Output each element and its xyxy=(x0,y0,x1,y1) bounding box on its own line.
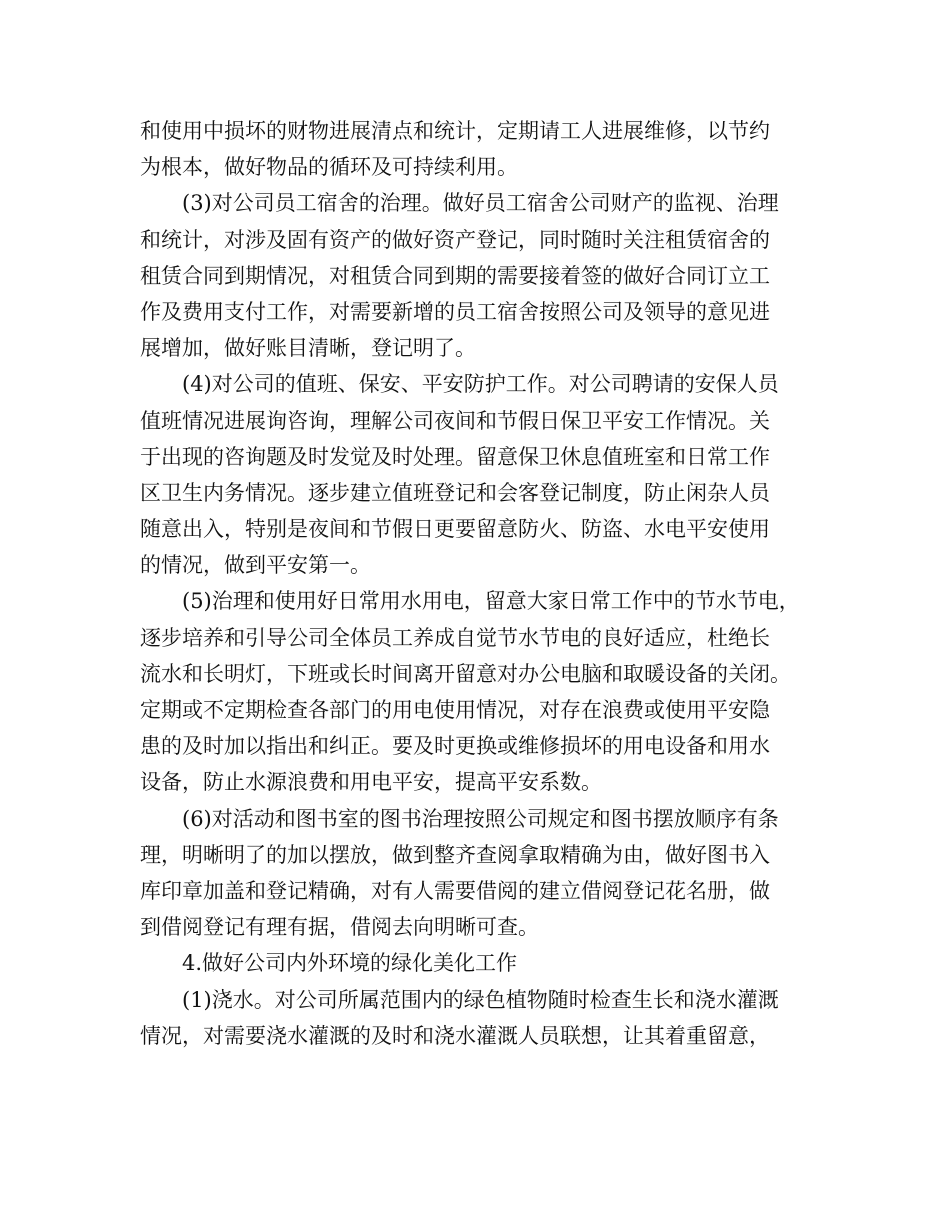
paragraph-subitem-1 xyxy=(140,982,820,1054)
paragraph-item-6 xyxy=(140,801,820,946)
text-line: 的情况，做到平安第一。 xyxy=(140,553,371,578)
text-line: (3)对公司员工宿舍的治理。做好员工宿舍公司财产的监视、治理 xyxy=(182,191,779,216)
text-line: 定期或不定期检查各部门的用电使用情况，对存在浪费或使用平安隐 xyxy=(140,698,770,722)
text-line: 4.做好公司内外环境的绿化美化工作 xyxy=(182,951,518,976)
paragraph-continuation xyxy=(140,113,820,185)
text-line: 和使用中损坏的财物进展清点和统计，定期请工人进展维修，以节约 xyxy=(140,119,770,143)
text-line: 展增加，做好账目清晰，登记明了。 xyxy=(140,336,476,361)
text-line: 情况，对需要浇水灌溉的及时和浇水灌溉人员联想，让其着重留意， xyxy=(140,1023,770,1048)
text-line: 作及费用支付工作，对需要新增的员工宿舍按照公司及领导的意见进 xyxy=(140,299,770,324)
text-line: 为根本，做好物品的循环及可持续利用。 xyxy=(140,155,518,180)
section-heading-4 xyxy=(140,945,820,981)
text-line: 随意出入，特别是夜间和节假日更要留意防火、防盗、水电平安使用 xyxy=(140,517,770,542)
text-line: 值班情况进展询咨询，理解公司夜间和节假日保卫平安工作情况。关 xyxy=(140,408,770,433)
document-body xyxy=(140,113,820,1054)
text-line: 理，明晰明了的加以摆放，做到整齐查阅拿取精确为由，做好图书入 xyxy=(140,842,770,867)
text-line: (4)对公司的值班、保安、平安防护工作。对公司聘请的安保人员 xyxy=(182,372,779,397)
text-line: 租赁合同到期情况，对租赁合同到期的需要接着签的做好合同订立工 xyxy=(140,263,770,288)
paragraph-item-3 xyxy=(140,185,820,366)
text-line: 流水和长明灯，下班或长时间离开留意对办公电脑和取暖设备的关闭。 xyxy=(140,661,791,686)
text-line: 到借阅登记有理有据，借阅去向明晰可查。 xyxy=(140,915,539,940)
text-line: 区卫生内务情况。逐步建立值班登记和会客登记制度，防止闲杂人员 xyxy=(140,480,770,505)
text-line: 患的及时加以指出和纠正。要及时更换或维修损坏的用电设备和用水 xyxy=(140,734,770,759)
text-line: 和统计，对涉及固有资产的做好资产登记，同时随时关注租赁宿舍的 xyxy=(140,227,770,252)
text-line: (6)对活动和图书室的图书治理按照公司规定和图书摆放顺序有条 xyxy=(182,806,779,831)
text-line: 于出现的咨询题及时发觉及时处理。留意保卫休息值班室和日常工作 xyxy=(140,444,770,469)
text-line: (5)治理和使用好日常用水用电，留意大家日常工作中的节水节电， xyxy=(182,589,800,614)
text-line: 库印章加盖和登记精确，对有人需要借阅的建立借阅登记花名册，做 xyxy=(140,878,770,903)
text-line: 设备，防止水源浪费和用电平安，提高平安系数。 xyxy=(140,770,602,795)
paragraph-item-5 xyxy=(140,583,820,800)
text-line: 逐步培养和引导公司全体员工养成自觉节水节电的良好适应，杜绝长 xyxy=(140,625,770,650)
paragraph-item-4 xyxy=(140,366,820,583)
text-line: (1)浇水。对公司所属范围内的绿色植物随时检查生长和浇水灌溉 xyxy=(182,987,779,1012)
